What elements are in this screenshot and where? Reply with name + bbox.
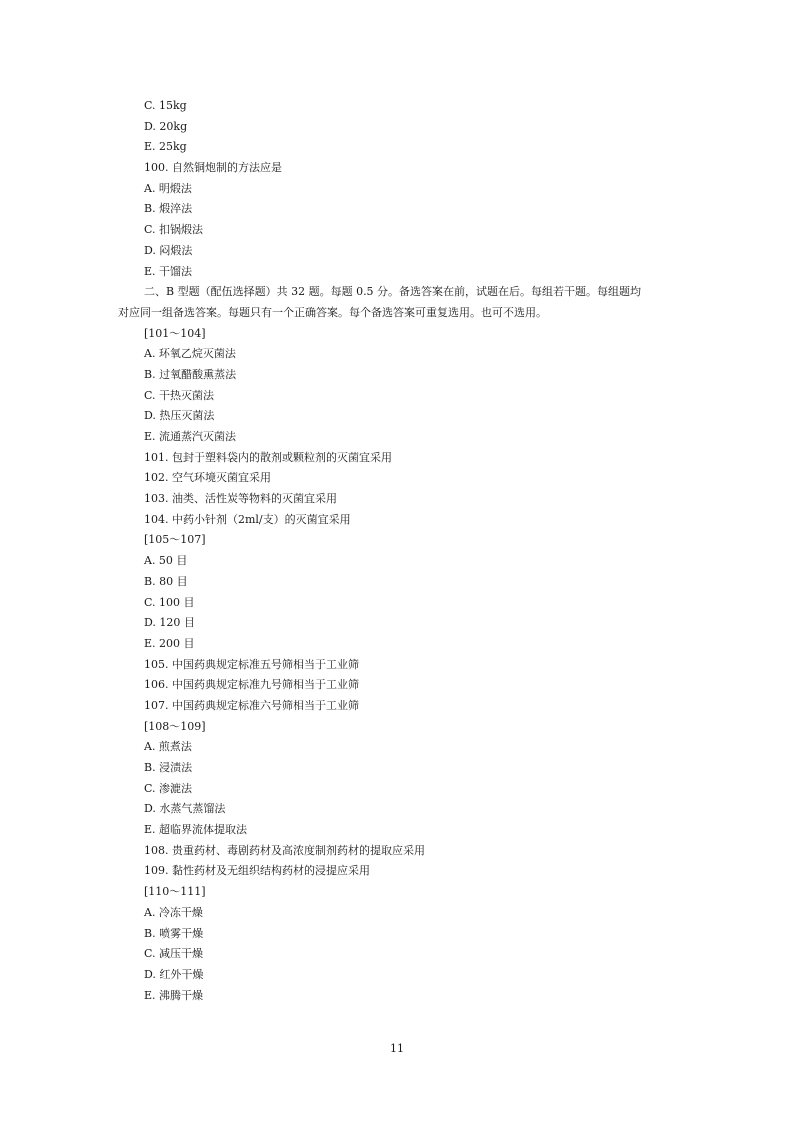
question-line: 102. 空气环境灭菌宜采用 [144, 471, 271, 485]
question-line: 107. 中国药典规定标准六号筛相当于工业筛 [144, 698, 359, 712]
option-line: C. 100 目 [144, 595, 195, 609]
group-header: [110～111] [144, 885, 206, 899]
option-line: D. 水蒸气蒸馏法 [144, 802, 226, 816]
option-line: A. 明煅法 [144, 181, 192, 195]
option-line: B. 80 目 [144, 574, 188, 588]
group-header: [105～107] [144, 533, 206, 547]
option-line: E. 超临界流体提取法 [144, 823, 248, 837]
option-line: D. 120 目 [144, 616, 195, 630]
option-line: E. 沸腾干燥 [144, 988, 204, 1002]
option-line: B. 过氧醋酸熏蒸法 [144, 367, 237, 381]
question-line: 101. 包封于塑料袋内的散剂或颗粒剂的灭菌宜采用 [144, 450, 392, 464]
option-line: E. 流通蒸汽灭菌法 [144, 430, 237, 443]
question-line: 104. 中药小针剂（2ml/支）的灭菌宜采用 [144, 512, 351, 526]
option-line: B. 浸渍法 [144, 761, 193, 774]
option-line: C. 扣锅煅法 [144, 223, 204, 237]
option-line: A. 冷冻干燥 [144, 905, 203, 919]
option-line: C. 减压干燥 [144, 947, 204, 961]
option-line: D. 闷煅法 [144, 243, 193, 257]
question-line: 100. 自然铜炮制的方法应是 [144, 161, 282, 175]
group-header: [108～109] [144, 719, 206, 733]
option-line: C. 干热灭菌法 [144, 388, 215, 402]
question-line: 109. 黏性药材及无组织结构药材的浸提应采用 [144, 864, 370, 878]
section-b-line-1: 二、B 型题（配伍选择题）共 32 题。每题 0.5 分。备选答案在前，试题在后。每组若干题。每组题均 [144, 285, 642, 299]
section-b-line-2: 对应同一组备选答案。每题只有一个正确答案。每个备选答案可重复选用。也可不选用。 [118, 305, 547, 319]
option-line: A. 煎煮法 [144, 740, 192, 754]
option-line: C. 15kg [144, 99, 187, 112]
option-line: E. 25kg [144, 140, 187, 154]
question-line: 105. 中国药典规定标准五号筛相当于工业筛 [144, 657, 359, 671]
option-line: E. 干馏法 [144, 264, 193, 278]
option-line: A. 环氧乙烷灭菌法 [144, 347, 236, 361]
option-line: A. 50 目 [144, 554, 188, 568]
question-line: 106. 中国药典规定标准九号筛相当于工业筛 [144, 678, 359, 692]
option-line: C. 渗漉法 [144, 781, 193, 795]
option-line: E. 200 目 [144, 636, 195, 650]
document-body [118, 96, 678, 1006]
question-line: 103. 油类、活性炭等物料的灭菌宜采用 [144, 492, 337, 506]
question-line: 108. 贵重药材、毒剧药材及高浓度制剂药材的提取应采用 [144, 843, 425, 857]
option-line: D. 20kg [144, 119, 188, 133]
option-line: D. 红外干燥 [144, 967, 204, 981]
section-b-instructions [118, 282, 678, 323]
option-line: B. 煅淬法 [144, 202, 193, 216]
group-header: [101～104] [144, 326, 206, 340]
page-number: 11 [390, 1042, 404, 1055]
option-line: B. 喷雾干燥 [144, 926, 204, 940]
option-line: D. 热压灭菌法 [144, 409, 215, 423]
